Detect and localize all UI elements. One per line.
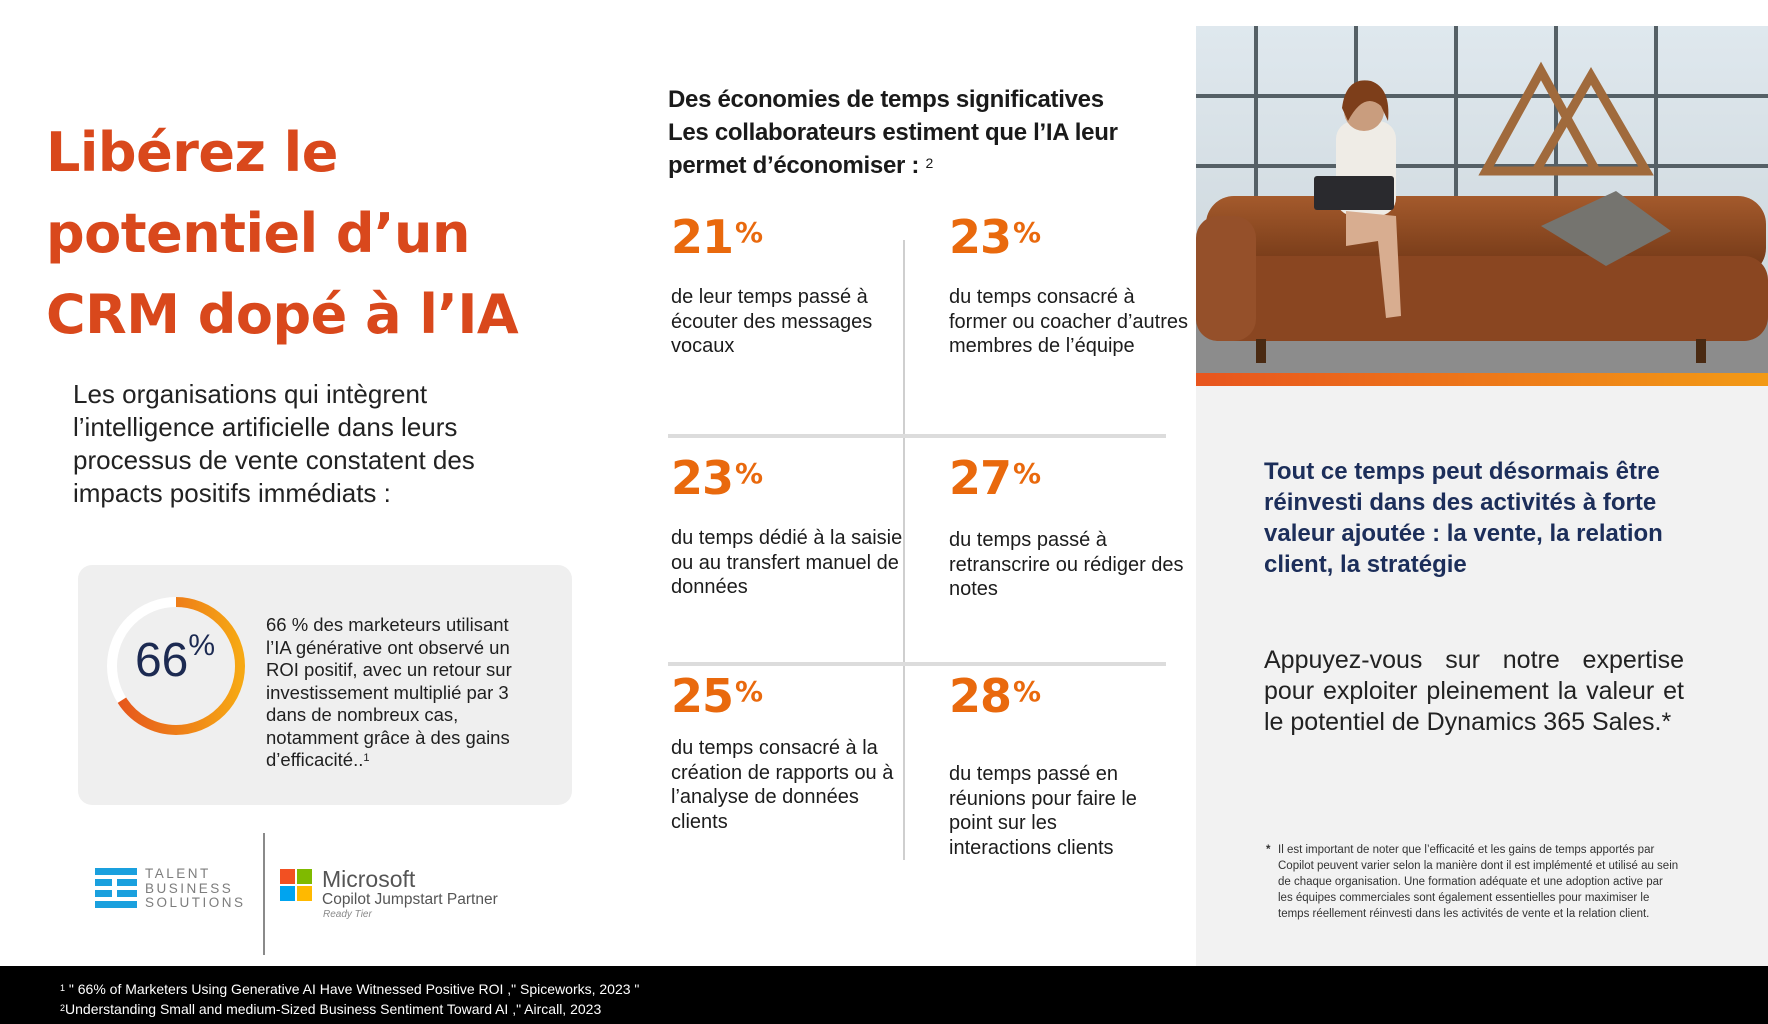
stat-description: du temps passé à retranscrire ou rédiger des notes bbox=[949, 529, 1184, 600]
roi-stat-card bbox=[78, 565, 572, 805]
stat-cell bbox=[949, 452, 1189, 602]
page-title bbox=[46, 112, 546, 355]
tbs-logo-text bbox=[145, 867, 246, 911]
stat-cell bbox=[949, 211, 1189, 359]
stat-value: 28% bbox=[949, 669, 1041, 723]
stat-value: 25% bbox=[671, 669, 763, 723]
disclaimer-text: Il est important de noter que l’efficacité et les gains de temps apportés par Copilot peuvent varier selon la manière dont il est implémenté et utilisé au sein de chaque organisation. Une formation adéquate et une adoption active par les équipes commerciales sont également essentielles pour maximiser le temps réellement réinvesti dans les activités de vente et la relation client. bbox=[1278, 844, 1679, 920]
donut-value: 66 bbox=[134, 634, 189, 687]
stat-value: 23% bbox=[949, 210, 1041, 264]
title-line-1: Libérez le bbox=[46, 121, 338, 184]
stat-description: du temps dédié à la saisie ou au transfert manuel de données bbox=[671, 527, 903, 598]
expertise-paragraph: Appuyez-vous sur notre expertise pour exploiter pleinement la valeur et le potentiel de Dynamics 365 Sales.* bbox=[1264, 646, 1684, 736]
title-line-3: CRM dopé à l’IA bbox=[46, 283, 519, 346]
stat-description: du temps passé en réunions pour faire le point sur les interactions clients bbox=[949, 763, 1137, 859]
savings-title bbox=[668, 83, 1158, 182]
donut-label bbox=[100, 629, 250, 688]
sofa-leg-left bbox=[1256, 339, 1266, 363]
savings-title-line-2: Les collaborateurs estiment que l’IA leur bbox=[668, 119, 1118, 146]
partner-subtitle: Copilot Jumpstart Partner bbox=[322, 891, 498, 908]
stat-value: 27% bbox=[949, 451, 1041, 505]
reference-2: $^2$Understanding Small and medium-Sized Business Sentiment Toward AI ," Aircall, 2023 bbox=[60, 1001, 602, 1017]
savings-title-line-3: permet d’économiser : bbox=[668, 152, 920, 179]
tbs-line-3: SOLUTIONS bbox=[145, 895, 246, 910]
stat-description: du temps consacré à former ou coacher d’autres membres de l’équipe bbox=[949, 286, 1189, 357]
reference-1: $^1$ " 66% of Marketers Using Generative AI Have Witnessed Positive ROI ," Spiceworks, 2023 " bbox=[60, 981, 640, 997]
disclaimer-note bbox=[1266, 842, 1680, 922]
sofa-arm-left bbox=[1196, 216, 1256, 341]
footnote-ref: 1 bbox=[363, 752, 370, 764]
sofa-leg-right bbox=[1696, 339, 1706, 363]
tbs-line-2: BUSINESS bbox=[145, 880, 234, 896]
roi-stat-body: 66 % des marketeurs utilisant l’IA générative ont observé un ROI positif, avec un retour sur investissement multiplié par 3 dans de nombreux cas, notamment grâce à des gains d’efficacité.. bbox=[266, 614, 512, 770]
donut-unit: % bbox=[188, 629, 216, 662]
logo-divider bbox=[263, 833, 265, 955]
title-line-2: potentiel d’un bbox=[46, 202, 470, 265]
intro-paragraph: Les organisations qui intègrent l’intelligence artificielle dans leurs processus de vente constatent des impacts positifs immédiats : bbox=[73, 379, 475, 508]
partner-logos bbox=[0, 830, 600, 960]
stat-description: du temps consacré à la création de rapports ou à l’analyse de données clients bbox=[671, 737, 894, 833]
tbs-line-1: TALENT bbox=[145, 866, 211, 881]
stat-value: 21% bbox=[671, 210, 763, 264]
grid-divider-horizontal-2 bbox=[668, 662, 1166, 666]
laptop bbox=[1314, 176, 1394, 210]
stat-description: de leur temps passé à écouter des messages vocaux bbox=[671, 286, 873, 357]
reinvest-heading: Tout ce temps peut désormais être réinvesti dans des activités à forte valeur ajoutée : la vente, la relation client, la stratégie bbox=[1264, 458, 1663, 578]
tbs-logo-icon bbox=[95, 868, 137, 908]
stat-cell bbox=[671, 211, 911, 359]
savings-title-ref: 2 bbox=[925, 155, 933, 171]
references-footer bbox=[0, 966, 1768, 1024]
roi-stat-text bbox=[266, 614, 534, 772]
stat-cell bbox=[949, 670, 1189, 860]
accent-strip bbox=[1196, 373, 1768, 386]
stat-cell bbox=[671, 452, 911, 600]
microsoft-name: Microsoft bbox=[322, 866, 416, 892]
stat-value: 23% bbox=[671, 451, 763, 505]
microsoft-logo-icon bbox=[280, 869, 312, 901]
partner-tier: Ready Tier bbox=[323, 909, 372, 920]
stat-cell bbox=[671, 670, 911, 834]
savings-title-line-1: Des économies de temps significatives bbox=[668, 86, 1104, 113]
disclaimer-asterisk: * bbox=[1266, 844, 1271, 856]
sofa-seat bbox=[1196, 256, 1768, 341]
grid-divider-horizontal-1 bbox=[668, 434, 1166, 438]
hero-photo bbox=[1196, 26, 1768, 373]
